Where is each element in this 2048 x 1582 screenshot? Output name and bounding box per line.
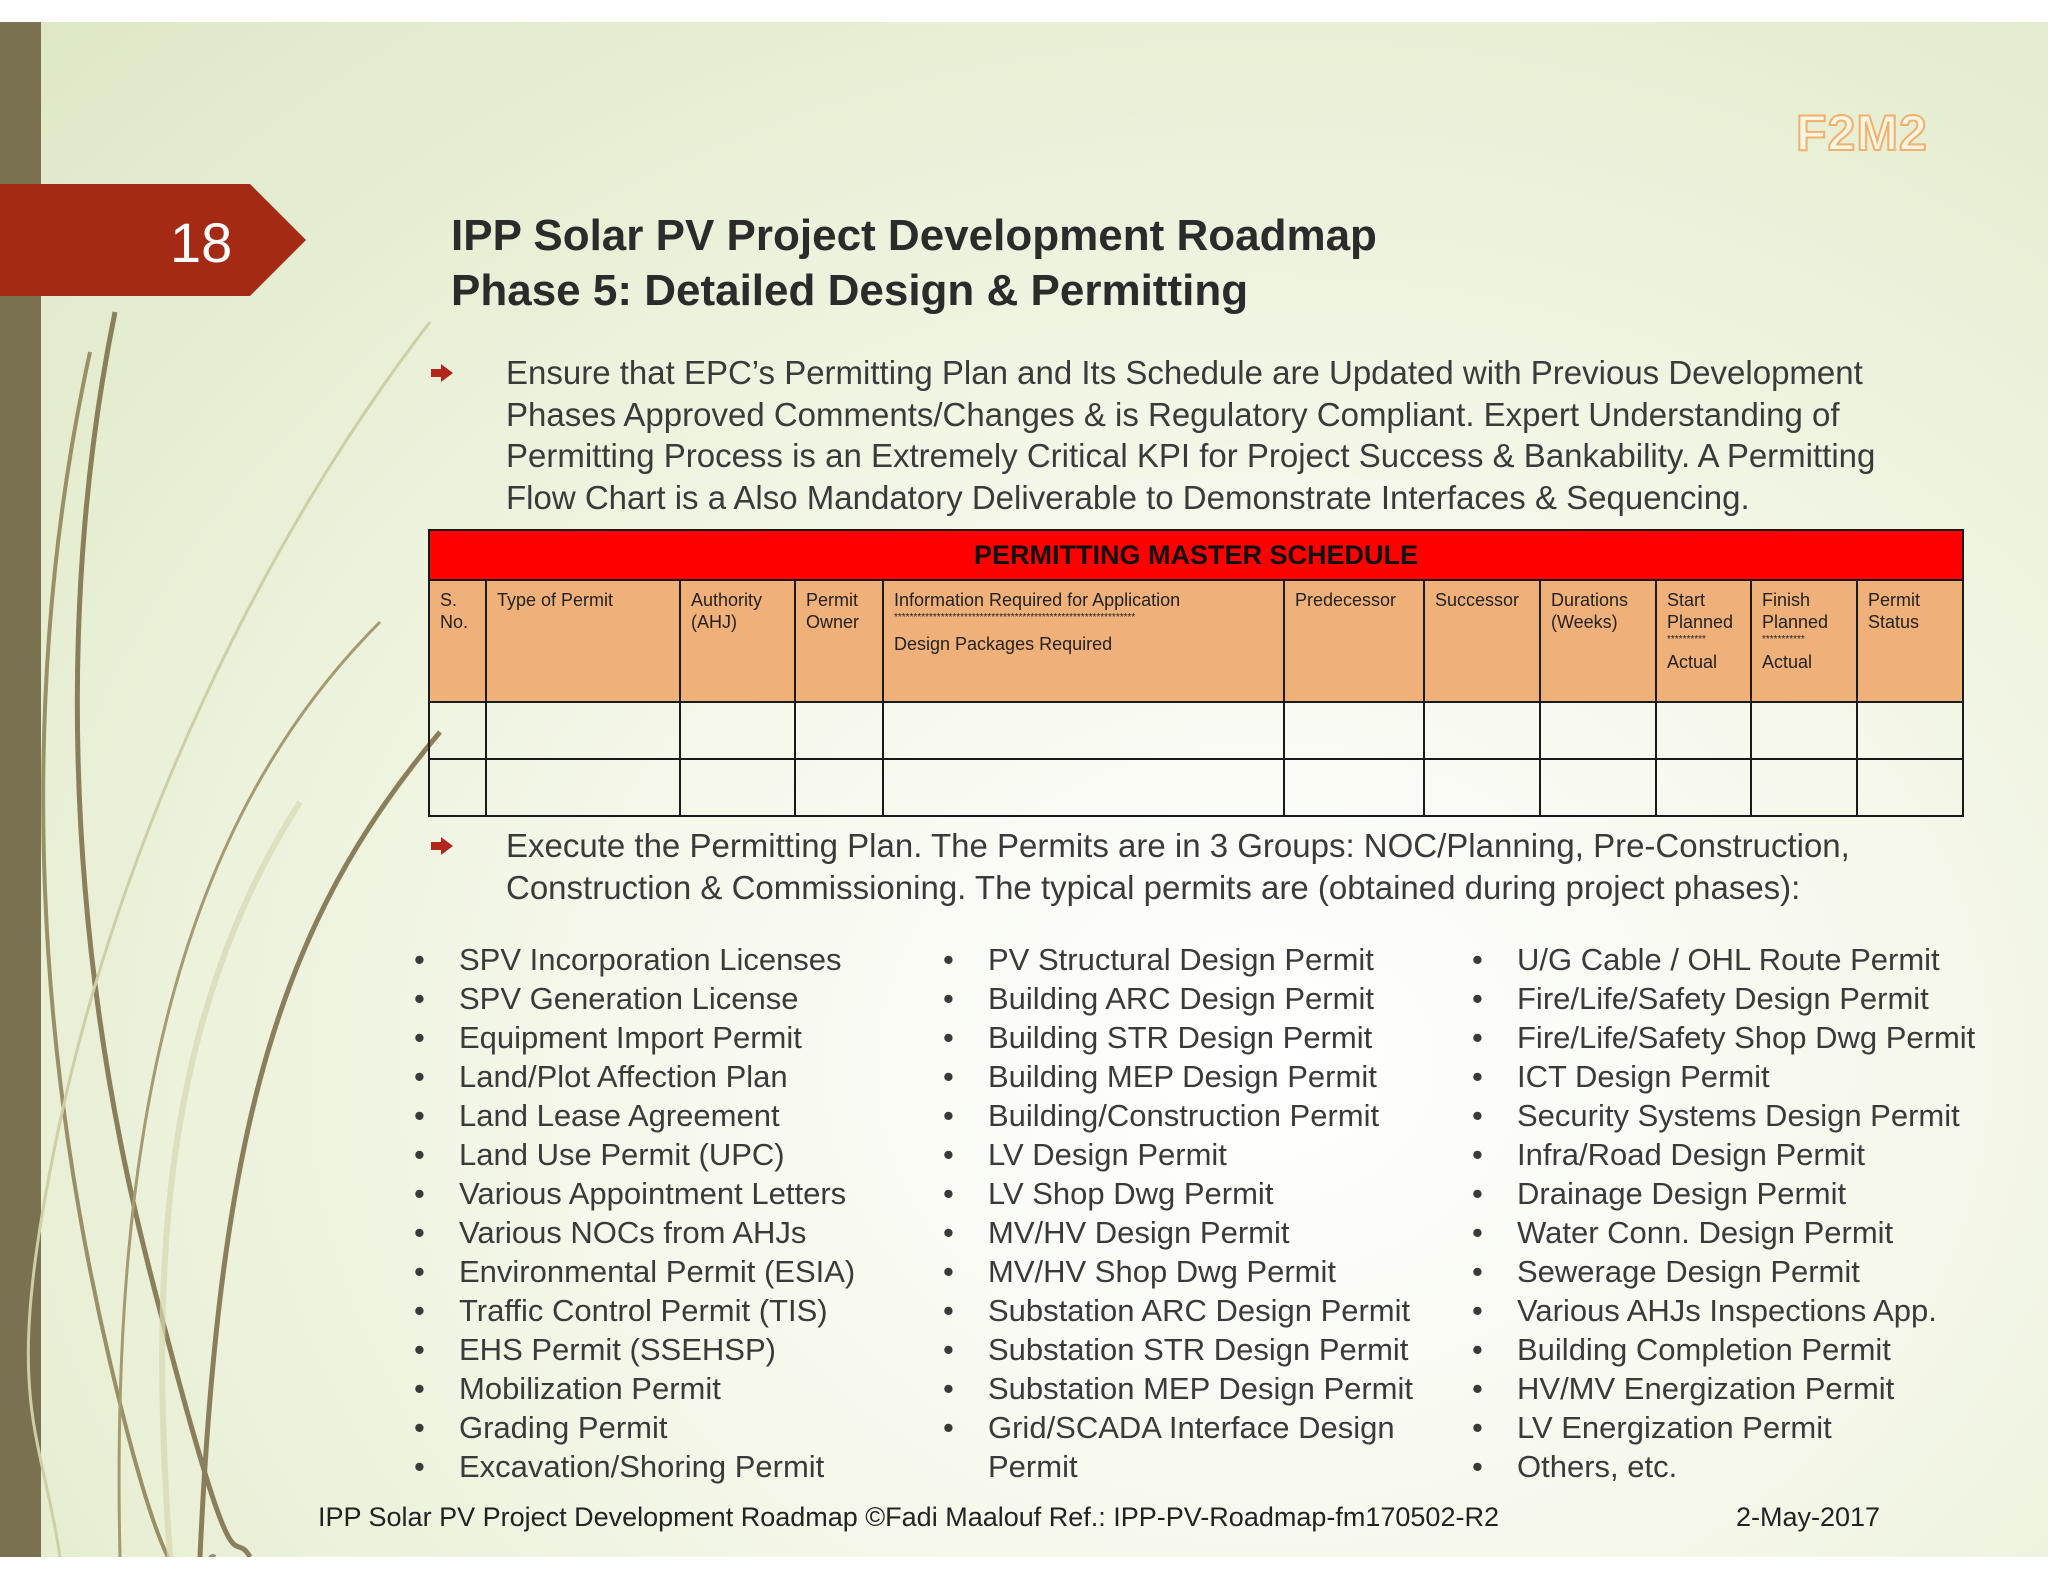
list-item: • Water Conn. Design Permit	[1472, 1213, 1975, 1252]
list-item: • LV Energization Permit	[1472, 1408, 1975, 1447]
bullet-arrow-icon	[431, 837, 453, 855]
list-item-continuation: Permit	[988, 1449, 1078, 1484]
list-item: • Building/Construction Permit	[943, 1096, 1413, 1135]
f2m2-logo: F2M2	[1796, 105, 1928, 161]
header-type-of-permit: Type of Permit	[486, 580, 680, 702]
paragraph-permitting-plan: Ensure that EPC’s Permitting Plan and Its Schedule are Updated with Previous Development Phases Approved Comments/Changes & is Regulatory Compliant. Expert Understanding of Permitting Process is an Extremely Critical KPI for Project Success & Bankability. A Permitting Flow Chart is a Also Mandatory Deliverable to Demonstrate Interfaces & Sequencing.	[506, 354, 1876, 516]
list-item: • LV Shop Dwg Permit	[943, 1174, 1413, 1213]
list-item: • Land Lease Agreement	[414, 1096, 855, 1135]
list-item: • Others, etc.	[1472, 1447, 1975, 1486]
list-item: • Sewerage Design Permit	[1472, 1252, 1975, 1291]
list-item: • Excavation/Shoring Permit	[414, 1447, 855, 1486]
list-item: • ICT Design Permit	[1472, 1057, 1975, 1096]
list-item: • Fire/Life/Safety Design Permit	[1472, 979, 1975, 1018]
list-item: • Fire/Life/Safety Shop Dwg Permit	[1472, 1018, 1975, 1057]
footer-text: IPP Solar PV Project Development Roadmap ©Fadi Maalouf Ref.: IPP-PV-Roadmap-fm170502-R2	[318, 1502, 1499, 1532]
slide	[0, 22, 2048, 1557]
list-item: • Various AHJs Inspections App.	[1472, 1291, 1975, 1330]
bullet-arrow-icon	[431, 364, 453, 382]
list-item: • Substation ARC Design Permit	[943, 1291, 1413, 1330]
list-item: • Equipment Import Permit	[414, 1018, 855, 1057]
table-header-row	[429, 580, 1963, 702]
header-information-required: Information Required for Application ************************************************************** Design Packages Required	[883, 580, 1284, 702]
list-item: • Building STR Design Permit	[943, 1018, 1413, 1057]
list-item: • Grid/SCADA Interface Design	[943, 1408, 1413, 1447]
list-item: • Various NOCs from AHJs	[414, 1213, 855, 1252]
list-item: • Various Appointment Letters	[414, 1174, 855, 1213]
permitting-master-schedule-table	[428, 529, 1964, 817]
list-item: • Land Use Permit (UPC)	[414, 1135, 855, 1174]
list-item: • U/G Cable / OHL Route Permit	[1472, 940, 1975, 979]
list-item: • EHS Permit (SSEHSP)	[414, 1330, 855, 1369]
slide-number-badge	[0, 184, 306, 296]
header-authority: Authority (AHJ)	[680, 580, 795, 702]
permit-list-column-1	[414, 940, 855, 1486]
list-item: • HV/MV Energization Permit	[1472, 1369, 1975, 1408]
list-item: • SPV Incorporation Licenses	[414, 940, 855, 979]
list-item: • MV/HV Shop Dwg Permit	[943, 1252, 1413, 1291]
list-item: • Substation STR Design Permit	[943, 1330, 1413, 1369]
table-title: PERMITTING MASTER SCHEDULE	[429, 530, 1963, 580]
list-item: • Land/Plot Affection Plan	[414, 1057, 855, 1096]
slide-title	[451, 208, 1377, 318]
footer-date: 2-May-2017	[1736, 1502, 1881, 1532]
permit-list-column-3	[1472, 940, 1975, 1486]
list-item: • LV Design Permit	[943, 1135, 1413, 1174]
list-item: • Grading Permit	[414, 1408, 855, 1447]
permit-list-column-2	[943, 940, 1413, 1486]
table-row	[429, 702, 1963, 759]
list-item: • Infra/Road Design Permit	[1472, 1135, 1975, 1174]
header-permit-status: Permit Status	[1857, 580, 1963, 702]
header-permit-owner: Permit Owner	[795, 580, 883, 702]
header-durations: Durations (Weeks)	[1540, 580, 1656, 702]
header-sno: S. No.	[429, 580, 486, 702]
slide-number: 18	[170, 211, 233, 274]
list-item: • Building MEP Design Permit	[943, 1057, 1413, 1096]
paragraph-execute-plan: Execute the Permitting Plan. The Permits are in 3 Groups: NOC/Planning, Pre-Construction, Construction & Commissioning. The typical permits are (obtained during project phases):	[506, 827, 1850, 906]
header-start: Start Planned ********** Actual	[1656, 580, 1751, 702]
list-item: • PV Structural Design Permit	[943, 940, 1413, 979]
list-item: • Building ARC Design Permit	[943, 979, 1413, 1018]
list-item: • Drainage Design Permit	[1472, 1174, 1975, 1213]
header-predecessor: Predecessor	[1284, 580, 1424, 702]
list-item: • Traffic Control Permit (TIS)	[414, 1291, 855, 1330]
list-item: • Environmental Permit (ESIA)	[414, 1252, 855, 1291]
header-finish: Finish Planned *********** Actual	[1751, 580, 1857, 702]
list-item: • Building Completion Permit	[1472, 1330, 1975, 1369]
list-item: • Security Systems Design Permit	[1472, 1096, 1975, 1135]
list-item: • Substation MEP Design Permit	[943, 1369, 1413, 1408]
title-line-1: IPP Solar PV Project Development Roadmap	[451, 211, 1377, 260]
title-line-2: Phase 5: Detailed Design & Permitting	[451, 266, 1249, 315]
list-item: • Mobilization Permit	[414, 1369, 855, 1408]
list-item: • MV/HV Design Permit	[943, 1213, 1413, 1252]
table-row	[429, 759, 1963, 816]
list-item: • SPV Generation License	[414, 979, 855, 1018]
header-successor: Successor	[1424, 580, 1540, 702]
